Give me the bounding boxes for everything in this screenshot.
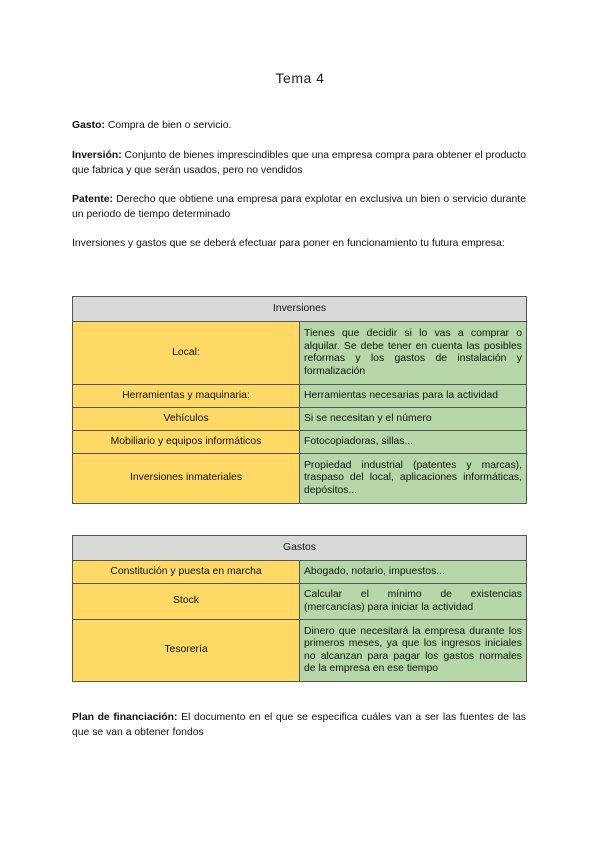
- table-cell-desc: Si se necesitan y el número: [300, 408, 527, 431]
- table-cell-desc: Herramientas necesarias para la actividad: [300, 385, 527, 408]
- table-cell-desc: Abogado, notario, impuestos...: [300, 561, 527, 584]
- table-header-row: [73, 297, 527, 322]
- table-row: [73, 385, 527, 408]
- table-row: [73, 561, 527, 584]
- definition-inversion: [72, 149, 526, 178]
- table-row: [73, 431, 527, 454]
- table-cell-item: Herramientas y maquinaria:: [73, 385, 300, 408]
- table-row: [73, 454, 527, 504]
- definition-term: Patente:: [72, 194, 113, 205]
- table-header: Gastos: [73, 536, 527, 561]
- table-cell-item: Stock: [73, 584, 300, 620]
- inversiones-table: [72, 296, 527, 504]
- table-cell-desc: Propiedad industrial (patentes y marcas), traspaso del local, aplicaciones informáticas, depósitos...: [300, 454, 527, 504]
- table-cell-item: Vehículos: [73, 408, 300, 431]
- definition-text: Compra de bien o servicio.: [107, 120, 232, 131]
- definition-gasto: [72, 119, 526, 134]
- definition-text: El documento en el que se especifica cuáles van a ser las fuentes de las que se van a obtener fondos: [72, 712, 526, 738]
- definition-patente: [72, 193, 526, 222]
- table-header: Inversiones: [73, 297, 527, 322]
- definition-term: Gasto:: [72, 120, 105, 131]
- table-cell-desc: Fotocopiadoras, sillas...: [300, 431, 527, 454]
- plan-financiacion: [72, 711, 526, 740]
- definition-term: Plan de financiación:: [72, 712, 178, 723]
- definition-term: Inversión:: [72, 150, 122, 161]
- page-title: Tema 4: [275, 70, 325, 86]
- table-row: [73, 584, 527, 620]
- table-cell-item: Constitución y puesta en marcha: [73, 561, 300, 584]
- table-cell-desc: Dinero que necesitará la empresa durante los primeros meses, ya que los ingresos iniciales no alcanzan para pagar los gastos normales de la empresa en ese tiempo: [300, 620, 527, 682]
- table-header-row: [73, 536, 527, 561]
- table-cell-item: Inversiones inmateriales: [73, 454, 300, 504]
- table-row: [73, 620, 527, 682]
- table-cell-desc: Tienes que decidir si lo vas a comprar o alquilar. Se debe tener en cuenta las posibles reformas y los gastos de instalación y formalización: [300, 322, 527, 385]
- table-cell-item: Local:: [73, 322, 300, 385]
- table-cell-item: Tesorería: [73, 620, 300, 682]
- intro-paragraph: Inversiones y gastos que se deberá efectuar para poner en funcionamiento tu futura empresa:: [72, 238, 505, 249]
- definition-text: Derecho que obtiene una empresa para explotar en exclusiva un bien o servicio durante un periodo de tiempo determinado: [72, 194, 526, 220]
- table-row: [73, 322, 527, 385]
- table-cell-item: Mobiliario y equipos informáticos: [73, 431, 300, 454]
- gastos-table: [72, 535, 527, 682]
- table-cell-desc: Calcular el mínimo de existencias (mercancías) para iniciar la actividad: [300, 584, 527, 620]
- definition-text: Conjunto de bienes imprescindibles que una empresa compra para obtener el producto que fabrica y que serán usados, pero no vendidos: [72, 150, 526, 176]
- table-row: [73, 408, 527, 431]
